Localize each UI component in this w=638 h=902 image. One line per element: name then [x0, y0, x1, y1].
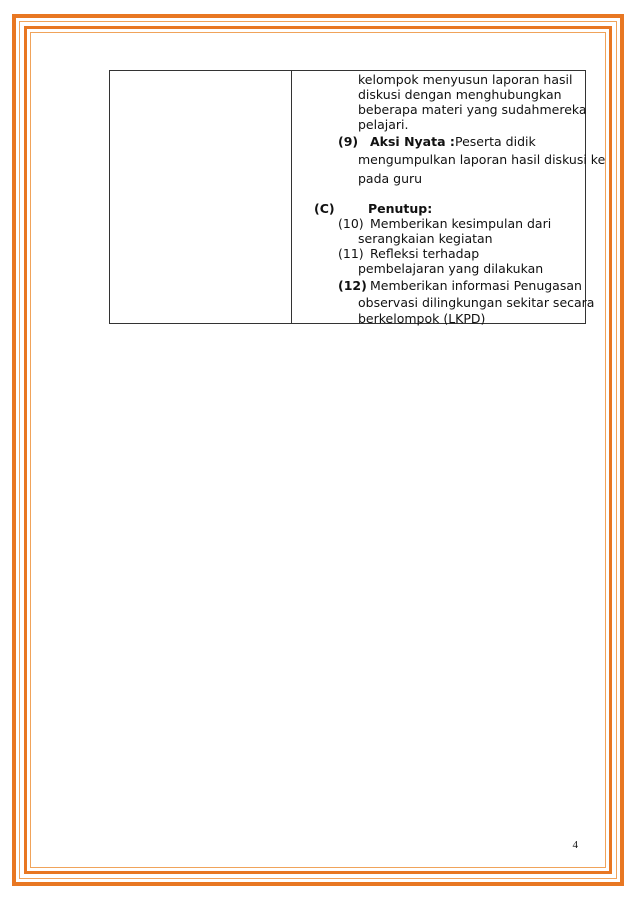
- item9-number: (9): [338, 134, 359, 149]
- activity-cell: [292, 70, 606, 326]
- item12-line3: berkelompok (LKPD): [358, 311, 486, 326]
- item12-line1: Memberikan informasi Penugasan: [370, 278, 582, 293]
- item10-number: (10): [338, 216, 364, 231]
- section-c-title: Penutup:: [368, 201, 433, 216]
- intro-line-4: pelajari.: [358, 117, 409, 132]
- intro-line-3: beberapa materi yang sudahmereka: [358, 102, 587, 117]
- item12-line2: observasi dilingkungan sekitar secara: [358, 295, 595, 310]
- item11-line2: pembelajaran yang dilakukan: [358, 261, 544, 276]
- item9-title: Aksi Nyata :: [370, 134, 455, 149]
- item10-line1: Memberikan kesimpulan dari: [370, 216, 552, 231]
- item9-line2: mengumpulkan laporan hasil diskusi ke: [358, 152, 606, 167]
- item10-line2: serangkaian kegiatan: [358, 231, 493, 246]
- item11-line1: Refleksi terhadap: [370, 246, 480, 261]
- intro-line-1: kelompok menyusun laporan hasil: [358, 72, 573, 87]
- item9-line3: pada guru: [358, 171, 423, 186]
- page-number: 4: [572, 839, 578, 851]
- item11-number: (11): [338, 246, 364, 261]
- section-c-label: (C): [314, 201, 335, 216]
- item12-number: (12): [338, 278, 367, 293]
- item9-line1: Peserta didik: [455, 134, 536, 149]
- intro-line-2: diskusi dengan menghubungkan: [358, 87, 562, 102]
